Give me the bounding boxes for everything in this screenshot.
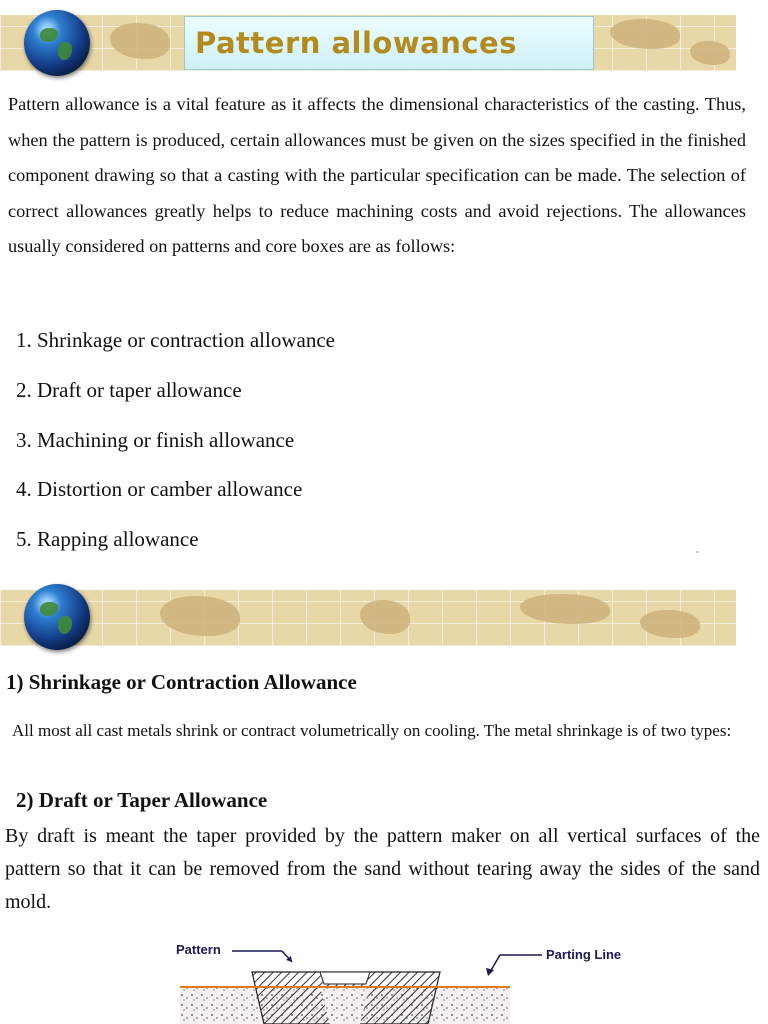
stray-mark: ˈ: [695, 548, 700, 563]
diagram-label-parting-line: Parting Line: [546, 947, 622, 962]
allowance-list: [16, 322, 335, 571]
globe-icon: [24, 10, 90, 76]
list-item: 1. Shrinkage or contraction allowance: [16, 328, 335, 352]
diagram-label-pattern: Pattern: [176, 942, 221, 957]
list-item: 3. Machining or finish allowance: [16, 427, 295, 452]
draft-diagram: [170, 922, 650, 1024]
list-item: 5. Rapping allowance: [16, 527, 199, 552]
slide-title-box: [184, 16, 594, 70]
draft-paragraph: By draft is meant the taper provided by the pattern maker on all vertical surfaces of the pattern so that it can be removed from the sand without tearing away the sides of the sand mold.: [5, 825, 760, 913]
globe-icon: [24, 584, 90, 650]
section-heading-shrinkage: 1) Shrinkage or Contraction Allowance: [6, 670, 357, 694]
intro-paragraph: Pattern allowance is a vital feature as it affects the dimensional characteristics of the casting. Thus, when the pattern is produced, certain allowances must be given on the sizes specified in the finished component drawing so that a casting with the particular specification can be made. The selection of correct allowances greatly helps to reduce machining costs and avoid rejections. The allowances usually considered on patterns and core boxes are as follows:: [8, 94, 746, 256]
page-title: Pattern allowances: [195, 26, 517, 60]
list-item: 2. Draft or taper allowance: [16, 377, 242, 402]
section-heading-draft: 2) Draft or Taper Allowance: [16, 788, 268, 812]
draft-diagram-drawing: [170, 922, 650, 1024]
list-item: 4. Distortion or camber allowance: [16, 477, 303, 502]
second-banner: [0, 590, 736, 646]
shrinkage-paragraph: All most all cast metals shrink or contract volumetrically on cooling. The metal shrinkage is of two types:: [12, 721, 732, 740]
